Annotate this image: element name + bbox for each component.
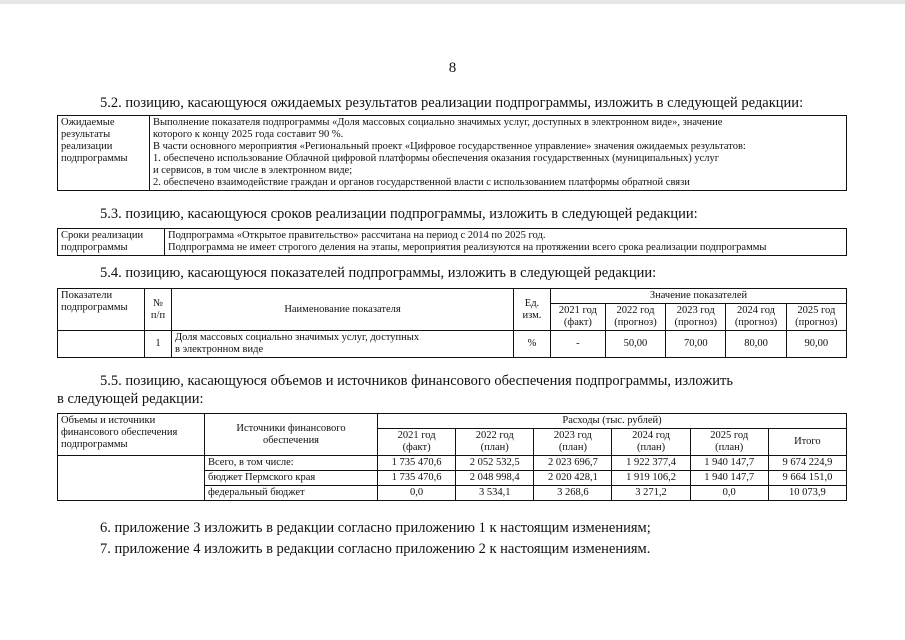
table-header-row xyxy=(58,289,847,304)
item-7: 7. приложение 4 изложить в редакции согласно приложению 2 к настоящим изменениям. xyxy=(100,541,651,557)
expected-results-table xyxy=(57,115,847,191)
financing-table xyxy=(57,413,847,501)
amount-cell: 2 052 532,5 xyxy=(456,456,534,471)
amount-cell: 1 735 470,6 xyxy=(378,471,456,486)
col-unit-header: Ед. изм. xyxy=(514,289,551,331)
section-5-5-heading-cont: в следующей редакции: xyxy=(57,391,204,407)
page-number: 8 xyxy=(448,60,457,76)
amount-cell: 2 048 998,4 xyxy=(456,471,534,486)
scan-edge xyxy=(0,0,905,4)
col-values-header: Значение показателей xyxy=(551,289,847,304)
col-name-header: Наименование показателя xyxy=(172,289,514,331)
year-header: 2023 год (план) xyxy=(534,429,612,456)
table-header-row xyxy=(58,414,847,429)
amount-cell: 1 735 470,6 xyxy=(378,456,456,471)
empty-cell xyxy=(58,331,145,358)
item-6: 6. приложение 3 изложить в редакции согласно приложению 1 к настоящим изменениям; xyxy=(100,520,651,536)
indicator-value: 50,00 xyxy=(605,331,665,358)
source-name: федеральный бюджет xyxy=(205,486,378,501)
implementation-terms-table xyxy=(57,228,847,256)
financing-label: Объемы и источники финансового обеспечения подпрограммы xyxy=(58,414,205,456)
col-number-header: № п/п xyxy=(145,289,172,331)
amount-cell: 9 664 151,0 xyxy=(768,471,846,486)
year-header: 2021 год (факт) xyxy=(378,429,456,456)
indicators-label: Показатели подпрограммы xyxy=(58,289,145,331)
table-row xyxy=(58,456,847,471)
indicator-value: 80,00 xyxy=(726,331,786,358)
col-source-header: Источники финансового обеспечения xyxy=(205,414,378,456)
empty-cell xyxy=(58,456,205,501)
source-name: Всего, в том числе: xyxy=(205,456,378,471)
terms-label: Сроки реализации подпрограммы xyxy=(58,229,165,256)
expected-results-text: Выполнение показателя подпрограммы «Доля массовых социально значимых услуг, доступных в электронном виде», значение которого к концу 2025 года составит 90 %. В части основного мероприятия «Региональный проект «Цифровое государственное управление» значения ожидаемых результатов: 1. обеспечено использование Облачной цифровой платформы обеспечения оказания государственных (муниципальных) услуг и сервисов, в том числе в электронном виде; 2. обеспечено взаимодействие граждан и органов государственной власти с использованием платформы обратной связи xyxy=(150,116,847,191)
year-header: 2022 год (прогноз) xyxy=(605,304,665,331)
amount-cell: 3 534,1 xyxy=(456,486,534,501)
year-header: 2024 год (прогноз) xyxy=(726,304,786,331)
amount-cell: 1 922 377,4 xyxy=(612,456,690,471)
indicator-unit: % xyxy=(514,331,551,358)
indicator-value: - xyxy=(551,331,606,358)
amount-cell: 2 023 696,7 xyxy=(534,456,612,471)
table-row xyxy=(58,331,847,358)
indicator-value: 90,00 xyxy=(786,331,846,358)
expected-results-label: Ожидаемые результаты реализации подпрограммы xyxy=(58,116,150,191)
indicators-table xyxy=(57,288,847,358)
section-5-2-heading: 5.2. позицию, касающуюся ожидаемых результатов реализации подпрограммы, изложить в следующей редакции: xyxy=(100,95,804,111)
year-header: 2025 год (прогноз) xyxy=(786,304,846,331)
indicator-name: Доля массовых социально значимых услуг, доступных в электронном виде xyxy=(172,331,514,358)
terms-text: Подпрограмма «Открытое правительство» рассчитана на период с 2014 по 2025 год. Подпрограмма не имеет строгого деления на этапы, мероприятия реализуются на протяжении всего срока реализации подпрограммы xyxy=(165,229,847,256)
source-name: бюджет Пермского края xyxy=(205,471,378,486)
col-expenses-header: Расходы (тыс. рублей) xyxy=(378,414,847,429)
amount-cell: 0,0 xyxy=(378,486,456,501)
section-5-3-heading: 5.3. позицию, касающуюся сроков реализации подпрограммы, изложить в следующей редакции: xyxy=(100,206,698,222)
year-header: 2025 год (план) xyxy=(690,429,768,456)
amount-cell: 0,0 xyxy=(690,486,768,501)
amount-cell: 1 919 106,2 xyxy=(612,471,690,486)
amount-cell: 3 268,6 xyxy=(534,486,612,501)
col-total-header: Итого xyxy=(768,429,846,456)
year-header: 2022 год (план) xyxy=(456,429,534,456)
table-row xyxy=(58,229,847,256)
table-row xyxy=(58,116,847,191)
year-header: 2021 год (факт) xyxy=(551,304,606,331)
amount-cell: 3 271,2 xyxy=(612,486,690,501)
amount-cell: 9 674 224,9 xyxy=(768,456,846,471)
amount-cell: 2 020 428,1 xyxy=(534,471,612,486)
year-header: 2024 год (план) xyxy=(612,429,690,456)
section-5-4-heading: 5.4. позицию, касающуюся показателей подпрограммы, изложить в следующей редакции: xyxy=(100,265,657,281)
amount-cell: 10 073,9 xyxy=(768,486,846,501)
indicator-value: 70,00 xyxy=(666,331,726,358)
amount-cell: 1 940 147,7 xyxy=(690,456,768,471)
row-number: 1 xyxy=(145,331,172,358)
section-5-5-heading: 5.5. позицию, касающуюся объемов и источников финансового обеспечения подпрограммы, изложить xyxy=(100,373,733,389)
year-header: 2023 год (прогноз) xyxy=(666,304,726,331)
amount-cell: 1 940 147,7 xyxy=(690,471,768,486)
